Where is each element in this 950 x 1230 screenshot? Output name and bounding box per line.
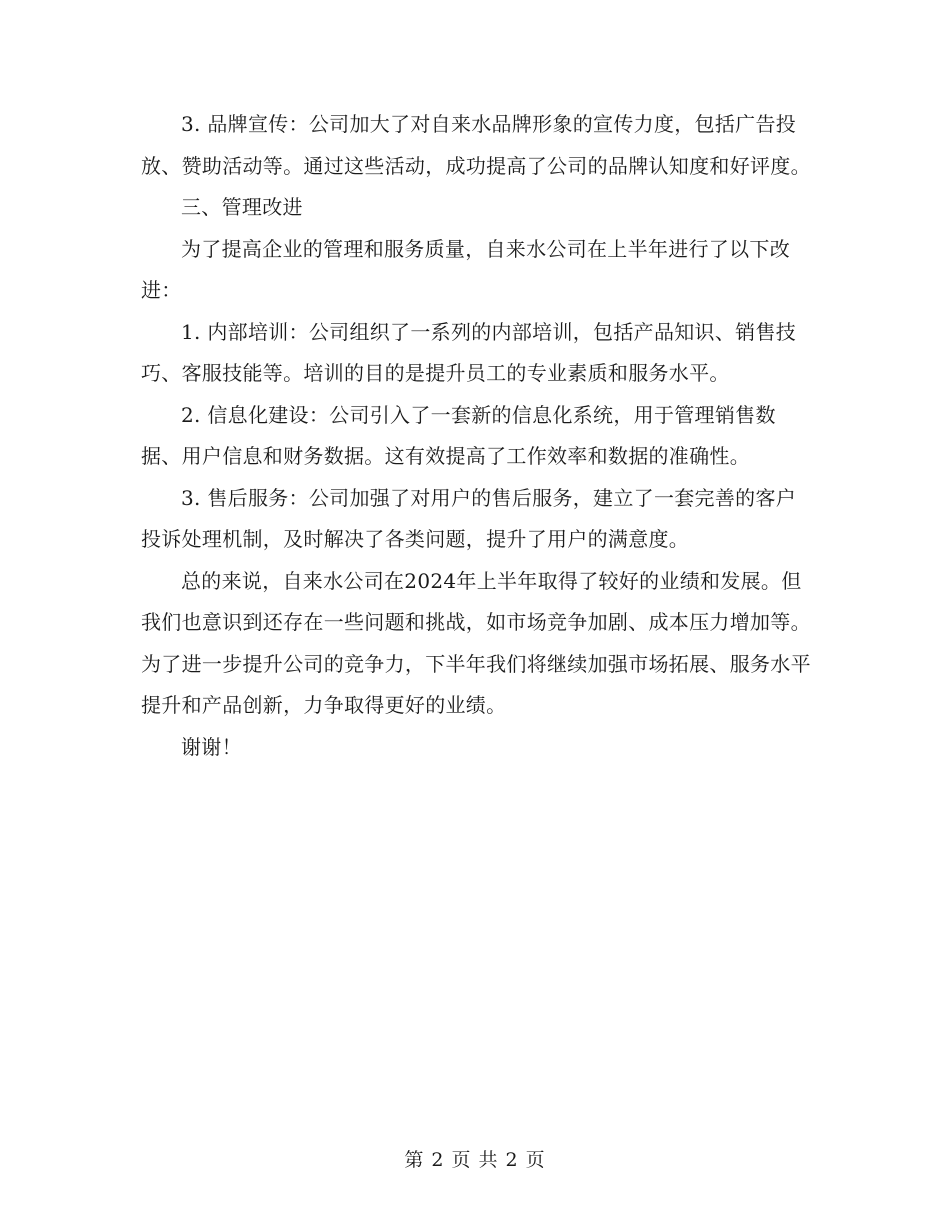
section-heading-management: 三、管理改进 (181, 195, 303, 219)
paragraph-internal-training: 1. 内部培训：公司组织了一系列的内部培训，包括产品知识、销售技巧、客服技能等。培训的目的是提升员工的专业素质和服务水平。 (141, 319, 797, 385)
document-body (141, 104, 811, 768)
paragraph-improvement-intro: 为了提高企业的管理和服务质量，自来水公司在上半年进行了以下改进： (141, 236, 790, 302)
paragraph-brand-promotion: 3. 品牌宣传：公司加大了对自来水品牌形象的宣传力度，包括广告投放、赞助活动等。通过这些活动，成功提高了公司的品牌认知度和好评度。 (141, 112, 811, 178)
paragraph-after-sales: 3. 售后服务：公司加强了对用户的售后服务，建立了一套完善的客户投诉处理机制，及时解决了各类问题，提升了用户的满意度。 (141, 485, 797, 551)
paragraph-summary: 总的来说，自来水公司在2024年上半年取得了较好的业绩和发展。但我们也意识到还存在一些问题和挑战，如市场竞争加剧、成本压力增加等。为了进一步提升公司的竞争力，下半年我们将继续加强市场拓展、服务水平提升和产品创新，力争取得更好的业绩。 (141, 568, 811, 717)
page-number-footer: 第 2 页 共 2 页 (404, 1149, 546, 1171)
paragraph-thanks: 谢谢！ (181, 734, 242, 759)
paragraph-it-construction: 2. 信息化建设：公司引入了一套新的信息化系统，用于管理销售数据、用户信息和财务数据。这有效提高了工作效率和数据的准确性。 (141, 402, 776, 468)
